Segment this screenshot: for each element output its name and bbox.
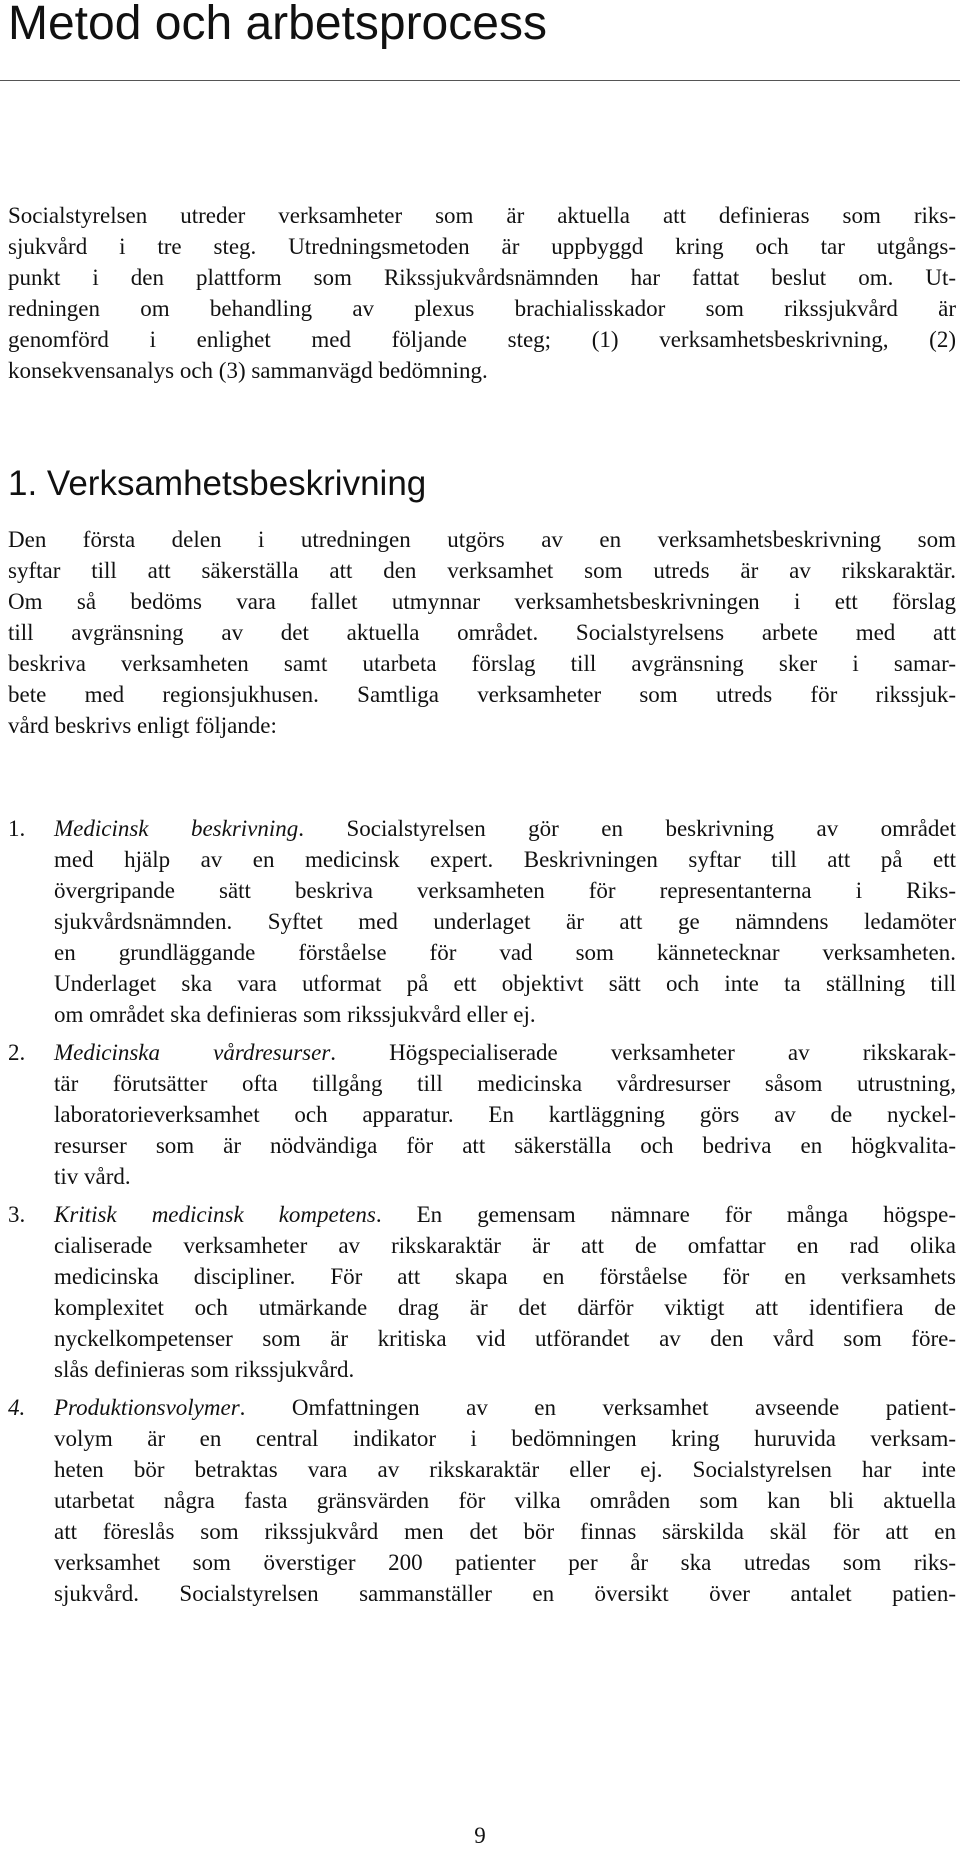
text-line: [54, 1392, 956, 1423]
list-item: [8, 1392, 956, 1609]
text-line: [54, 1037, 956, 1068]
numbered-list: [8, 813, 956, 1609]
list-text: . Socialstyrelsen gör en beskrivning av området: [298, 816, 957, 841]
text-line: resurser som är nödvändiga för att säkerställa och bedriva en högkvalita-: [54, 1133, 956, 1158]
list-text: . Högspecialiserade verksamheter av rikskarak-: [330, 1040, 957, 1065]
text-line: sjukvård i tre steg. Utredningsmetoden är uppbyggd kring och tar utgångs-: [8, 234, 956, 259]
text-line: tär förutsätter ofta tillgång till medicinska vårdresurser såsom utrustning,: [54, 1071, 956, 1096]
list-item: [8, 1037, 956, 1192]
text-line: medicinska discipliner. För att skapa en förståelse för en verksamhets: [54, 1264, 956, 1289]
text-line: konsekvensanalys och (3) sammanvägd bedömning.: [8, 358, 488, 383]
text-line: sjukvårdsnämnden. Syftet med underlaget är att ge nämndens ledamöter: [54, 909, 956, 934]
text-line: Den första delen i utredningen utgörs av en verksamhetsbeskrivning som: [8, 527, 956, 552]
text-line: beskriva verksamheten samt utarbeta förslag till avgränsning sker i samar-: [8, 651, 956, 676]
page-number: 9: [474, 1823, 486, 1848]
text-line: till avgränsning av det aktuella området. Socialstyrelsens arbete med att: [8, 620, 956, 645]
text-line: komplexitet och utmärkande drag är det därför viktigt att identifiera de: [54, 1295, 956, 1320]
text-line: volym är en central indikator i bedömningen kring huruvida verksam-: [54, 1426, 956, 1451]
text-line: nyckelkompetenser som är kritiska vid utförandet av den vård som före-: [54, 1326, 956, 1351]
intro-paragraph: [8, 200, 956, 386]
title-divider: [0, 80, 960, 81]
list-item: [8, 813, 956, 1030]
text-line: slås definieras som rikssjukvård.: [54, 1357, 355, 1382]
text-line: en grundläggande förståelse för vad som kännetecknar verksamheten.: [54, 940, 956, 965]
text-line: redningen om behandling av plexus brachialisskador som rikssjukvård är: [8, 296, 956, 321]
text-line: Socialstyrelsen utreder verksamheter som är aktuella att definieras som riks-: [8, 203, 956, 228]
text-line: verksamhet som överstiger 200 patienter per år ska utredas som riks-: [54, 1550, 956, 1575]
text-line: heten bör betraktas vara av rikskaraktär eller ej. Socialstyrelsen har inte: [54, 1457, 956, 1482]
text-line: Underlaget ska vara utformat på ett objektivt sätt och inte ta ställning till: [54, 971, 956, 996]
text-line: tiv vård.: [54, 1164, 131, 1189]
text-line: syftar till att säkerställa att den verksamhet som utreds är av rikskaraktär.: [8, 558, 956, 583]
section-heading: 1. Verksamhetsbeskrivning: [8, 464, 427, 503]
list-number: 3.: [8, 1202, 26, 1227]
text-line: cialiserade verksamheter av rikskaraktär är att de omfattar en rad olika: [54, 1233, 956, 1258]
list-number: 2.: [8, 1040, 26, 1065]
text-line: sjukvård. Socialstyrelsen sammanställer en översikt över antalet patien-: [54, 1581, 956, 1606]
text-line: genomförd i enlighet med följande steg; (1) verksamhetsbeskrivning, (2): [8, 327, 956, 352]
text-line: laboratorieverksamhet och apparatur. En kartläggning görs av de nyckel-: [54, 1102, 956, 1127]
text-line: [54, 1199, 956, 1230]
text-line: bete med regionsjukhusen. Samtliga verksamheter som utreds för rikssjuk-: [8, 682, 956, 707]
list-term: Medicinska vårdresurser: [54, 1040, 331, 1065]
text-line: utarbetat några fasta gränsvärden för vilka områden som kan bli aktuella: [54, 1488, 956, 1513]
text-line: om området ska definieras som rikssjukvård eller ej.: [54, 1002, 536, 1027]
text-line: att föreslås som rikssjukvård men det bör finnas särskilda skäl för att en: [54, 1519, 956, 1544]
text-line: vård beskrivs enligt följande:: [8, 713, 277, 738]
text-line: med hjälp av en medicinsk expert. Beskrivningen syftar till att på ett: [54, 847, 956, 872]
section-paragraph: [8, 524, 956, 741]
list-term: Medicinsk beskrivning: [54, 816, 299, 841]
list-item: [8, 1199, 956, 1385]
list-text: . Omfattningen av en verksamhet avseende patient-: [239, 1395, 956, 1420]
list-term: Kritisk medicinsk kompetens: [54, 1202, 376, 1227]
page-title: Metod och arbetsprocess: [8, 0, 547, 50]
text-line: [54, 813, 956, 844]
text-line: punkt i den plattform som Rikssjukvårdsnämnden har fattat beslut om. Ut-: [8, 265, 956, 290]
list-text: . En gemensam nämnare för många högspe-: [375, 1202, 956, 1227]
text-line: Om så bedöms vara fallet utmynnar verksamhetsbeskrivningen i ett förslag: [8, 589, 956, 614]
list-number: 1.: [8, 816, 26, 841]
list-term: Produktionsvolymer: [54, 1395, 240, 1420]
text-line: övergripande sätt beskriva verksamheten för representanterna i Riks-: [54, 878, 956, 903]
list-number: 4.: [8, 1395, 26, 1420]
